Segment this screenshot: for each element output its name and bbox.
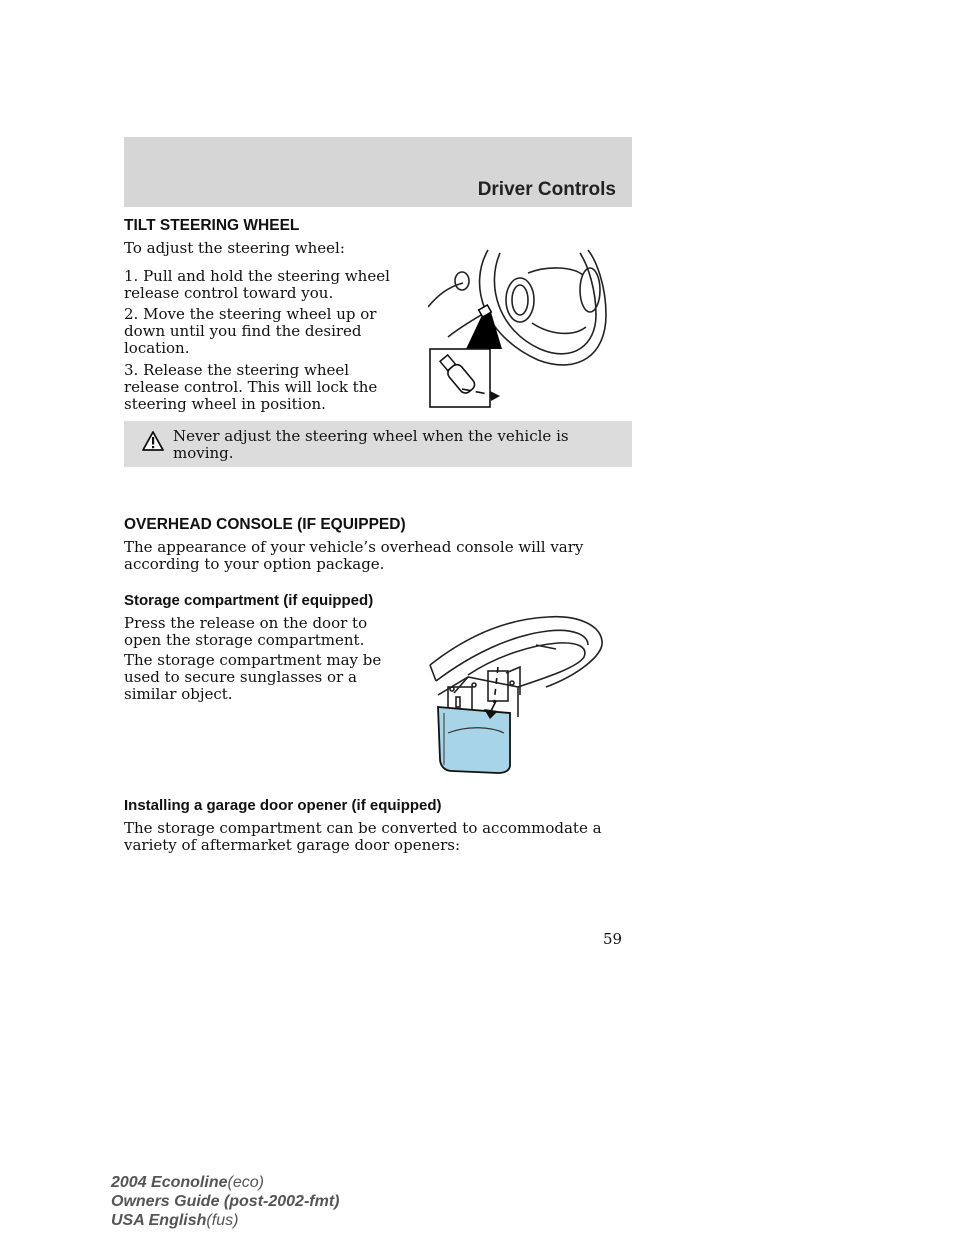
footer <box>111 1173 339 1230</box>
steering-wheel-illustration <box>428 245 614 411</box>
warning-triangle-icon <box>142 431 164 451</box>
console-intro: The appearance of your vehicle’s overhead console will vary according to your option package. <box>124 538 584 573</box>
tilt-intro: To adjust the steering wheel: <box>124 239 345 257</box>
storage-heading: Storage compartment (if equipped) <box>124 592 374 609</box>
footer-language-code: (fus) <box>206 1212 239 1229</box>
garage-paragraph-1: The storage compartment can be converted to accommodate a variety of aftermarket garage door openers: <box>124 819 602 854</box>
footer-model-code: (eco) <box>227 1174 264 1191</box>
console-heading: OVERHEAD CONSOLE (IF EQUIPPED) <box>124 516 406 533</box>
section-title: Driver Controls <box>477 179 616 200</box>
tilt-step-2: 2. Move the steering wheel up or down until you find the desired location. <box>124 305 377 357</box>
tilt-step-3: 3. Release the steering wheel release control. This will lock the steering wheel in position. <box>124 361 378 413</box>
garage-heading: Installing a garage door opener (if equipped) <box>124 797 442 814</box>
overhead-console-illustration <box>428 615 614 777</box>
warning-box <box>124 421 632 467</box>
storage-paragraph-1: Press the release on the door to open the storage compartment. <box>124 614 368 649</box>
page-number: 59 <box>603 930 623 948</box>
warning-text: Never adjust the steering wheel when the vehicle is moving. <box>173 427 569 462</box>
tilt-heading: TILT STEERING WHEEL <box>124 217 300 234</box>
footer-model: 2004 Econoline <box>111 1174 228 1191</box>
footer-language: USA English <box>111 1212 207 1229</box>
storage-paragraph-2: The storage compartment may be used to secure sunglasses or a similar object. <box>124 651 382 703</box>
header-band <box>124 137 632 207</box>
tilt-step-1: 1. Pull and hold the steering wheel release control toward you. <box>124 267 390 302</box>
footer-guide: Owners Guide (post-2002-fmt) <box>111 1193 340 1210</box>
